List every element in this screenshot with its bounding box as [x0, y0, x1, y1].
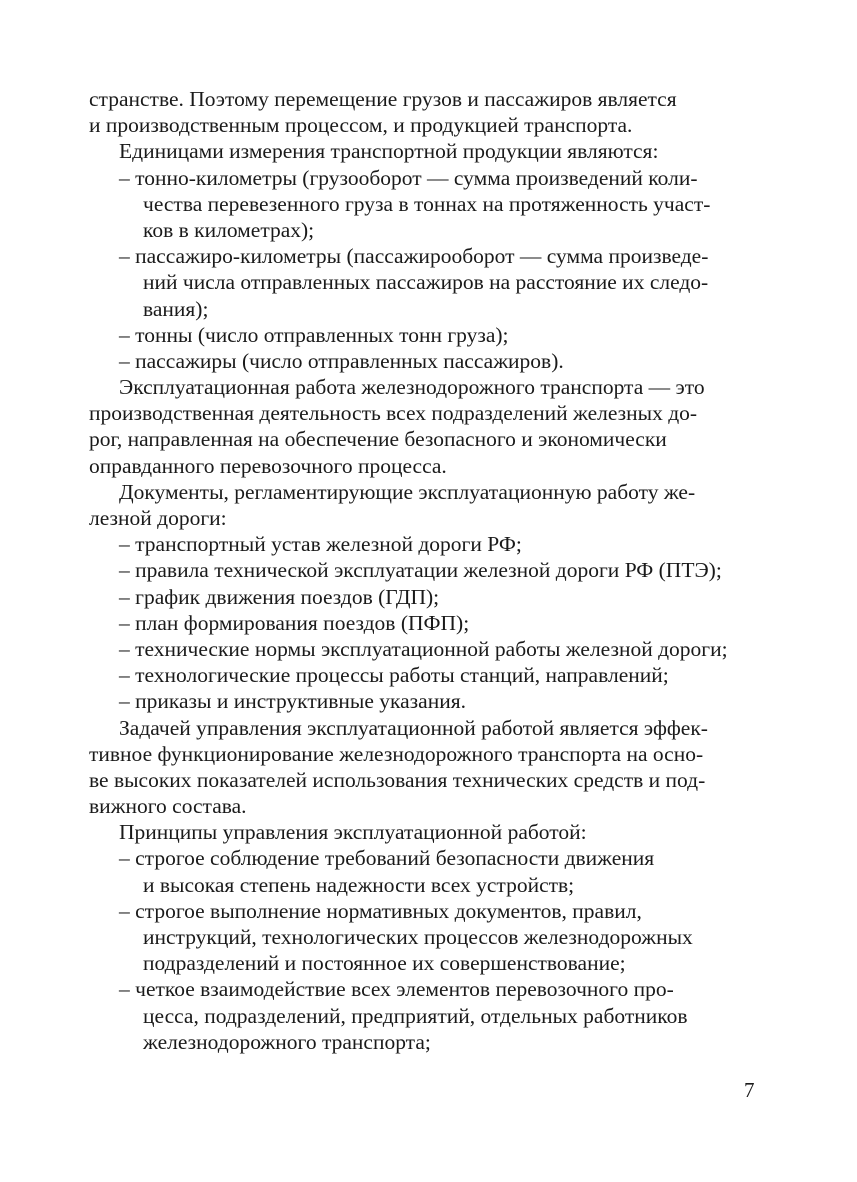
list-item: – график движения поездов (ГДП); — [119, 584, 440, 609]
text-line: странстве. Поэтому перемещение грузов и пассажиров является — [89, 87, 677, 111]
text-line: рог, направленная на обеспечение безопасного и экономически — [89, 427, 667, 452]
text-line: Задачей управления эксплуатационной работой является эффек- — [119, 715, 708, 740]
list-item: – правила технической эксплуатации железной дороги РФ (ПТЭ); — [119, 558, 722, 583]
text-line: вания); — [143, 296, 209, 321]
page-body — [89, 86, 762, 1055]
list-item: – строгое выполнение нормативных документов, правил, — [119, 898, 642, 923]
text-line: ний числа отправленных пассажиров на расстояние их следо- — [143, 270, 709, 295]
text-line: тивное функционирование железнодорожного транспорта на осно- — [89, 741, 704, 766]
text-line: оправданного перевозочного процесса. — [89, 453, 447, 478]
text-line: чества перевезенного груза в тоннах на протяженность участ- — [143, 191, 711, 216]
list-item: – тонны (число отправленных тонн груза); — [119, 322, 509, 347]
list-item: – строгое соблюдение требований безопасности движения — [119, 846, 655, 871]
text-line: железнодорожного транспорта; — [143, 1029, 431, 1054]
list-item: – план формирования поездов (ПФП); — [119, 610, 470, 635]
text-line: инструкций, технологических процессов железнодорожных — [143, 925, 693, 949]
list-item: – пассажиро-километры (пассажирооборот — сумма произведе- — [119, 244, 709, 269]
text-line: и производственным процессом, и продукцией транспорта. — [89, 113, 633, 138]
text-line: ве высоких показателей использования технических средств и под- — [89, 767, 706, 792]
list-item: – приказы и инструктивные указания. — [119, 689, 466, 714]
text-line: лезной дороги: — [89, 506, 227, 530]
text-line: ков в километрах); — [143, 217, 315, 242]
list-item: – четкое взаимодействие всех элементов перевозочного про- — [119, 977, 674, 1002]
list-item: – транспортный устав железной дороги РФ; — [119, 532, 522, 557]
text-line: Документы, регламентирующие эксплуатационную работу же- — [119, 479, 696, 504]
list-item: – технологические процессы работы станций, направлений; — [119, 663, 669, 688]
list-item: – технические нормы эксплуатационной работы железной дороги; — [119, 636, 728, 661]
text-line: и высокая степень надежности всех устройств; — [143, 872, 575, 897]
text-line: цесса, подразделений, предприятий, отдельных работников — [143, 1003, 688, 1028]
text-line: вижного состава. — [89, 794, 247, 819]
page-number: 7 — [744, 1078, 755, 1102]
text-line: Эксплуатационная работа железнодорожного транспорта — это — [119, 375, 705, 400]
list-item: – пассажиры (число отправленных пассажиров). — [119, 348, 564, 373]
text-line: производственная деятельность всех подразделений железных до- — [89, 401, 698, 426]
text-line: Единицами измерения транспортной продукции являются: — [119, 139, 659, 164]
text-line: Принципы управления эксплуатационной работой: — [119, 820, 587, 845]
text-line: подразделений и постоянное их совершенствование; — [143, 951, 626, 976]
list-item: – тонно-километры (грузооборот — сумма произведений коли- — [119, 165, 698, 190]
